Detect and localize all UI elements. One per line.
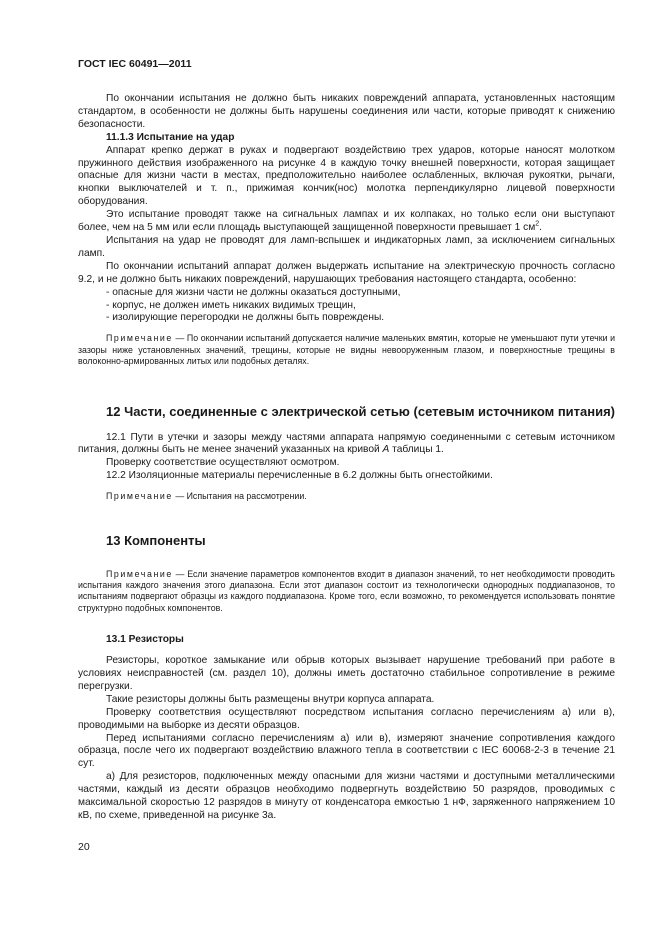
paragraph: Испытания на удар не проводят для ламп-вспышек и индикаторных ламп, за исключением сигнальных ламп. xyxy=(78,234,615,259)
paragraph: а) Для резисторов, подключенных между опасными для жизни частями и доступными металлическими частями, каждый из десяти образцов необходимо подвергнуть воздействию 50 разрядов, проводимых с максимальной скоростью 12 разрядов в минуту от конденсатора емкостью 1 нФ, заряженного напряжением 10 кВ, по схеме, приведенной на рисунке 3а. xyxy=(78,771,615,821)
subsection-heading-11-1-3: 11.1.3 Испытание на удар xyxy=(106,131,235,143)
note xyxy=(78,333,615,367)
paragraph: Аппарат крепко держат в руках и подвергают воздействию трех ударов, которые наносят молотком пружинного действия изображенного на рисунке 4 в каждую точку внешней поверхности, которая защищает опасные для жизни части в местах, предположительно наиболее ослабленных, включая рукоятки, рычаги, кнопки выключателей и т. п., прижимая кончик(нос) молотка перпендикулярно лицевой поверхности оборудования. xyxy=(78,144,615,208)
page-number: 20 xyxy=(78,841,90,853)
paragraph: Резисторы, короткое замыкание или обрыв которых вызывает нарушение требований при работе в условиях неисправностей (см. раздел 10), должны иметь достаточно стабильное сопротивление в режиме перегрузки. xyxy=(78,655,615,692)
paragraph: Проверку соответствие осуществляют осмотром. xyxy=(106,457,340,469)
section-heading-13: 13 Компоненты xyxy=(106,532,206,548)
note xyxy=(78,491,615,502)
section-heading-12: 12 Части, соединенные с электрической сетью (сетевым источником питания) xyxy=(106,403,616,419)
punctuation: . xyxy=(539,222,542,234)
paragraph: Проверку соответствия осуществляют посредством испытания согласно перечислениям а) или в), проводимыми на выборке из десяти образцов. xyxy=(78,706,615,731)
list-item: - корпус, не должен иметь никаких видимых трещин, xyxy=(106,299,356,311)
note-text: — Если значение параметров компонентов входит в диапазон значений, то нет необходимости проводить испытания каждого значения этого диапазона. Если этот диапазон состоит из технологически однородных поддиапазонов, то испытаниям подвергают образцы из каждого поддиапазона. Кроме того, если возможно, то рекомендуется использовать понятие структурно подобных компонентов. xyxy=(78,568,615,613)
list-item: - изолирующие перегородки не должны быть повреждены. xyxy=(106,312,385,324)
paragraph: По окончании испытания не должно быть никаких повреждений аппарата, установленных настоящим стандартом, в особенности не должны быть нарушены соединения или части, которые приводят к снижению безопасности. xyxy=(78,93,615,130)
note-label: Примечание xyxy=(106,568,173,579)
page-header: ГОСТ IEC 60491—2011 xyxy=(78,58,192,70)
page-content xyxy=(78,93,615,823)
paragraph: 12.2 Изоляционные материалы перечисленные в 6.2 должны быть огнестойкими. xyxy=(106,470,493,482)
list-item: - опасные для жизни части не должны оказаться доступными, xyxy=(106,286,401,298)
paragraph: Перед испытаниями согласно перечислениям а) или в), измеряют значение сопротивления каждого образца, после чего их подвергают воздействию влажного тепла в соответствии с IEC 60068-2-3 в течение 21 сут. xyxy=(78,732,615,770)
paragraph xyxy=(78,432,615,458)
superscript: 2 xyxy=(535,220,540,228)
paragraph-text: Это испытание проводят также на сигнальных лампах и их колпаках, но только если они выступают более, чем на 5 мм или если площадь выступающей защищенной поверхности превышает 1 см xyxy=(78,209,615,234)
paragraph: По окончании испытаний аппарат должен выдержать испытание на электрическую прочность согласно 9.2, и не должно быть никаких повреждений, нарушающих требования настоящего стандарта, особенно: xyxy=(78,260,615,285)
note-text: — По окончании испытаний допускается наличие маленьких вмятин, которые не уменьшают пути утечки и зазоры ниже установленных значений, трещины, которые не видны невооруженным глазом, и поверхностные трещины в волоконно-армированных литых или подобных деталях. xyxy=(78,333,615,367)
note-label: Примечание xyxy=(106,333,173,344)
paragraph-text: таблицы 1. xyxy=(389,444,444,456)
paragraph xyxy=(78,209,615,235)
paragraph-text: 12.1 Пути в утечки и зазоры между частями аппарата напрямую соединенными с сетевым источником питания, должны быть не менее значений указанных на кривой xyxy=(78,431,615,456)
note xyxy=(78,569,615,615)
subsection-heading-13-1: 13.1 Резисторы xyxy=(106,634,184,646)
curve-label: A xyxy=(382,444,390,456)
paragraph: Такие резисторы должны быть размещены внутри корпуса аппарата. xyxy=(106,693,435,705)
note-label: Примечание xyxy=(106,491,173,502)
note-text: — Испытания на рассмотрении. xyxy=(172,491,307,502)
